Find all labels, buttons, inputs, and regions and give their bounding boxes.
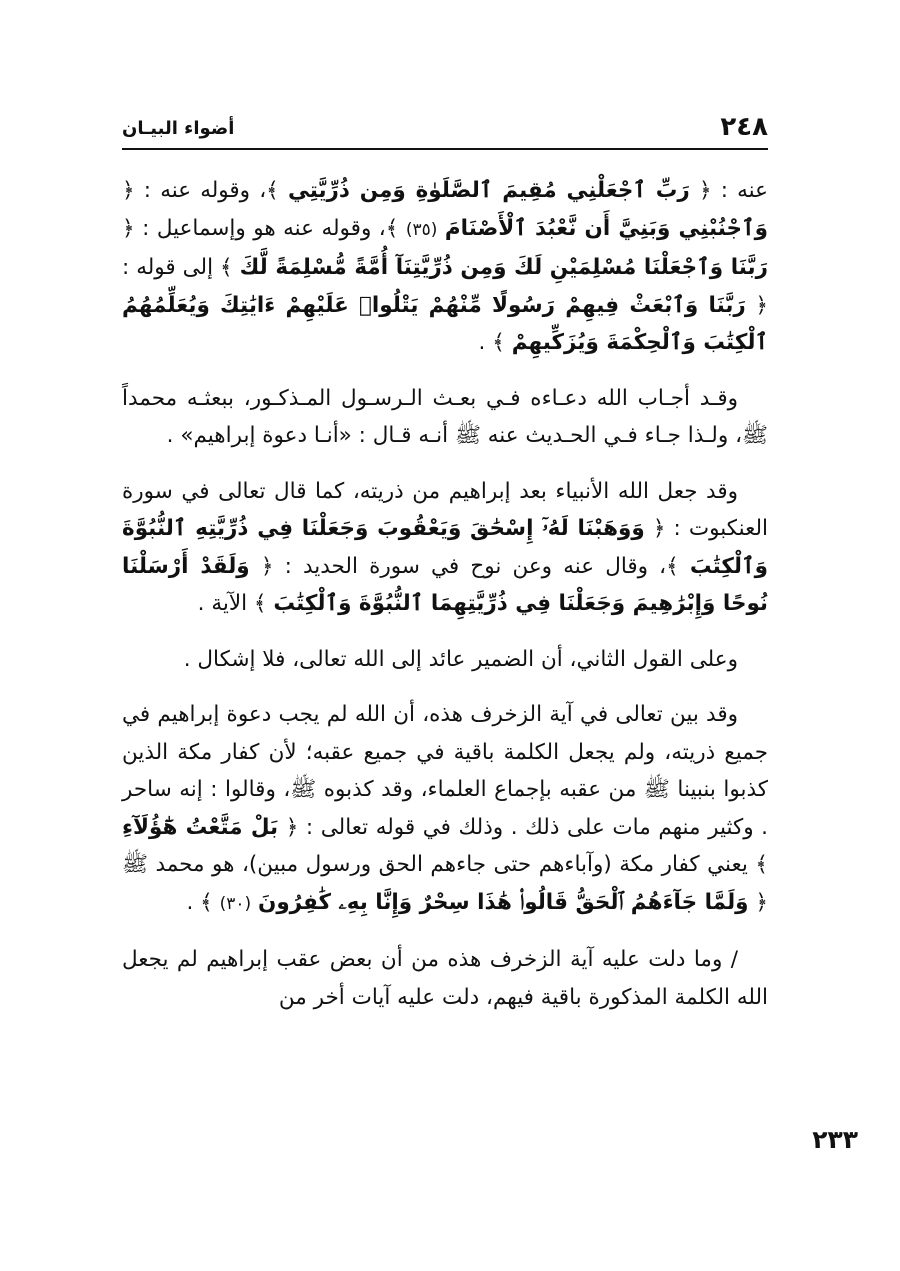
paragraph-5 bbox=[122, 696, 768, 923]
quran-verse: بَلْ مَتَّعْتُ هَٰٓؤُلَآءِ bbox=[122, 814, 279, 840]
quran-verse: وَلَقَدْ أَرْسَلْنَا نُوحًا وَإِبْرَٰهِيمَ وَجَعَلْنَا فِي ذُرِّيَّتِهِمَا ٱلنُّبُوَّةَ وَٱلْكِتَٰبَ bbox=[122, 553, 768, 616]
text-run: ، وقال عنه وعن نوح في سورة الحديد : bbox=[284, 553, 667, 579]
verse-number: (٣٥) bbox=[405, 219, 438, 240]
text-run: عنه : bbox=[720, 178, 769, 203]
ornate-bracket-open: ﴿ bbox=[260, 553, 274, 579]
ornate-bracket-open: ﴿ bbox=[698, 178, 712, 203]
ornate-bracket-close: ﴾ bbox=[492, 330, 505, 355]
quran-verse: وَلَمَّا جَآءَهُمُ ٱلْحَقُّ قَالُوا۟ هَٰذَا سِحْرٌ وَإِنَّا بِهِۦ كَٰفِرُونَ bbox=[257, 889, 749, 915]
quran-verse: رَبَّنَا وَٱبْعَثْ فِيهِمْ رَسُولًا مِّنْهُمْ يَتْلُوا۟ عَلَيْهِمْ ءَايَٰتِكَ وَيُعَلِّمُهُمُ ٱلْكِتَٰبَ وَٱلْحِكْمَةَ وَيُزَكِّيهِمْ bbox=[122, 292, 768, 355]
text-run: إلى قوله : bbox=[122, 255, 214, 280]
paragraph-1 bbox=[122, 172, 768, 362]
verse-number-value: ٣٠ bbox=[226, 893, 245, 914]
verse-number: (٣٠) bbox=[219, 893, 252, 914]
ornate-bracket-close: ﴾ bbox=[200, 889, 213, 915]
quran-verse: رَبَّنَا وَٱجْعَلْنَا مُسْلِمَيْنِ لَكَ وَمِن ذُرِّيَّتِنَآ أُمَّةً مُّسْلِمَةً لَّكَ bbox=[239, 255, 768, 280]
text-run: ، وقوله عنه : bbox=[143, 178, 267, 203]
ornate-bracket-close: ﴾ bbox=[266, 178, 279, 203]
text-run: وقد جعل الله الأنبياء بعد إبراهيم من ذريته، كما قال تعالى في سورة العنكبوت : bbox=[122, 478, 768, 541]
text-run: ، وقوله عنه هو وإسماعيل : bbox=[142, 215, 386, 241]
quran-verse: وَٱجْنُبْنِي وَبَنِيَّ أَن نَّعْبُدَ ٱلْأَصْنَامَ bbox=[444, 215, 769, 241]
text-run: يعني كفار مكة (وآباءهم حتى جاءهم الحق ورسول مبين)، هو محمد ﷺ bbox=[122, 852, 748, 877]
text-run: وقد بين تعالى في آية الزخرف هذه، أن الله لم يجب دعوة إبراهيم في جميع ذريته، ولم يجعل الكلمة باقية في جميع عقبه؛ لأن كفار مكة الذين كذبوا بنبينا ﷺ من عقبه بإجماع العلماء، وقد كذبوه ﷺ، وقالوا : إنه ساحر . وكثير منهم مات على ذلك . وذلك في قوله تعالى : bbox=[122, 702, 768, 840]
ornate-bracket-open: ﴿ bbox=[652, 516, 666, 541]
header-rule bbox=[122, 148, 768, 150]
ornate-bracket-open: ﴿ bbox=[755, 292, 768, 318]
ornate-bracket-close: ﴾ bbox=[220, 255, 233, 280]
page-header bbox=[122, 112, 768, 146]
page-body bbox=[122, 172, 768, 1016]
text-run: . bbox=[478, 330, 486, 355]
ornate-bracket-open: ﴿ bbox=[122, 178, 135, 203]
ornate-bracket-close: ﴾ bbox=[253, 591, 267, 616]
paragraph-3 bbox=[122, 473, 768, 623]
page-number: ٢٤٨ bbox=[720, 112, 768, 142]
quran-verse: رَبِّ ٱجْعَلْنِي مُقِيمَ ٱلصَّلَوٰةِ وَمِن ذُرِّيَّتِي bbox=[287, 178, 690, 203]
paragraph-4: وعلى القول الثاني، أن الضمير عائد إلى الله تعالى، فلا إشكال . bbox=[183, 646, 738, 672]
book-title: أضواء البيـان bbox=[122, 118, 235, 139]
margin-page-number: ٢٣٣ bbox=[812, 1125, 858, 1154]
ornate-bracket-close: ﴾ bbox=[666, 553, 679, 579]
paragraph-2: وقـد أجـاب الله دعـاءه فـي بعـث الـرسـول المـذكـور، ببعثـه محمداً ﷺ، ولـذا جـاء فـي الحـديث عنه ﷺ أنـه قـال : «أنـا دعوة إبراهيم» . bbox=[122, 385, 768, 448]
ornate-bracket-open: ﴿ bbox=[285, 814, 299, 840]
text-run: الآية . bbox=[197, 591, 248, 616]
ornate-bracket-open: ﴿ bbox=[122, 215, 135, 241]
quran-verse: وَوَهَبْنَا لَهُۥٓ إِسْحَٰقَ وَيَعْقُوبَ وَجَعَلْنَا فِي ذُرِّيَّتِهِ ٱلنُّبُوَّةَ وَٱلْكِتَٰبَ bbox=[122, 516, 768, 579]
text-run: . bbox=[186, 889, 194, 915]
paragraph-6: / وما دلت عليه آية الزخرف هذه من أن بعض عقب إبراهيم لم يجعل الله الكلمة المذكورة باقية فيهم، دلت عليه آيات أخر من bbox=[122, 947, 768, 1010]
ornate-bracket-open: ﴿ bbox=[755, 889, 768, 915]
ornate-bracket-close: ﴾ bbox=[385, 215, 399, 241]
ornate-bracket-close: ﴾ bbox=[755, 852, 768, 877]
verse-number-value: ٣٥ bbox=[412, 219, 431, 240]
